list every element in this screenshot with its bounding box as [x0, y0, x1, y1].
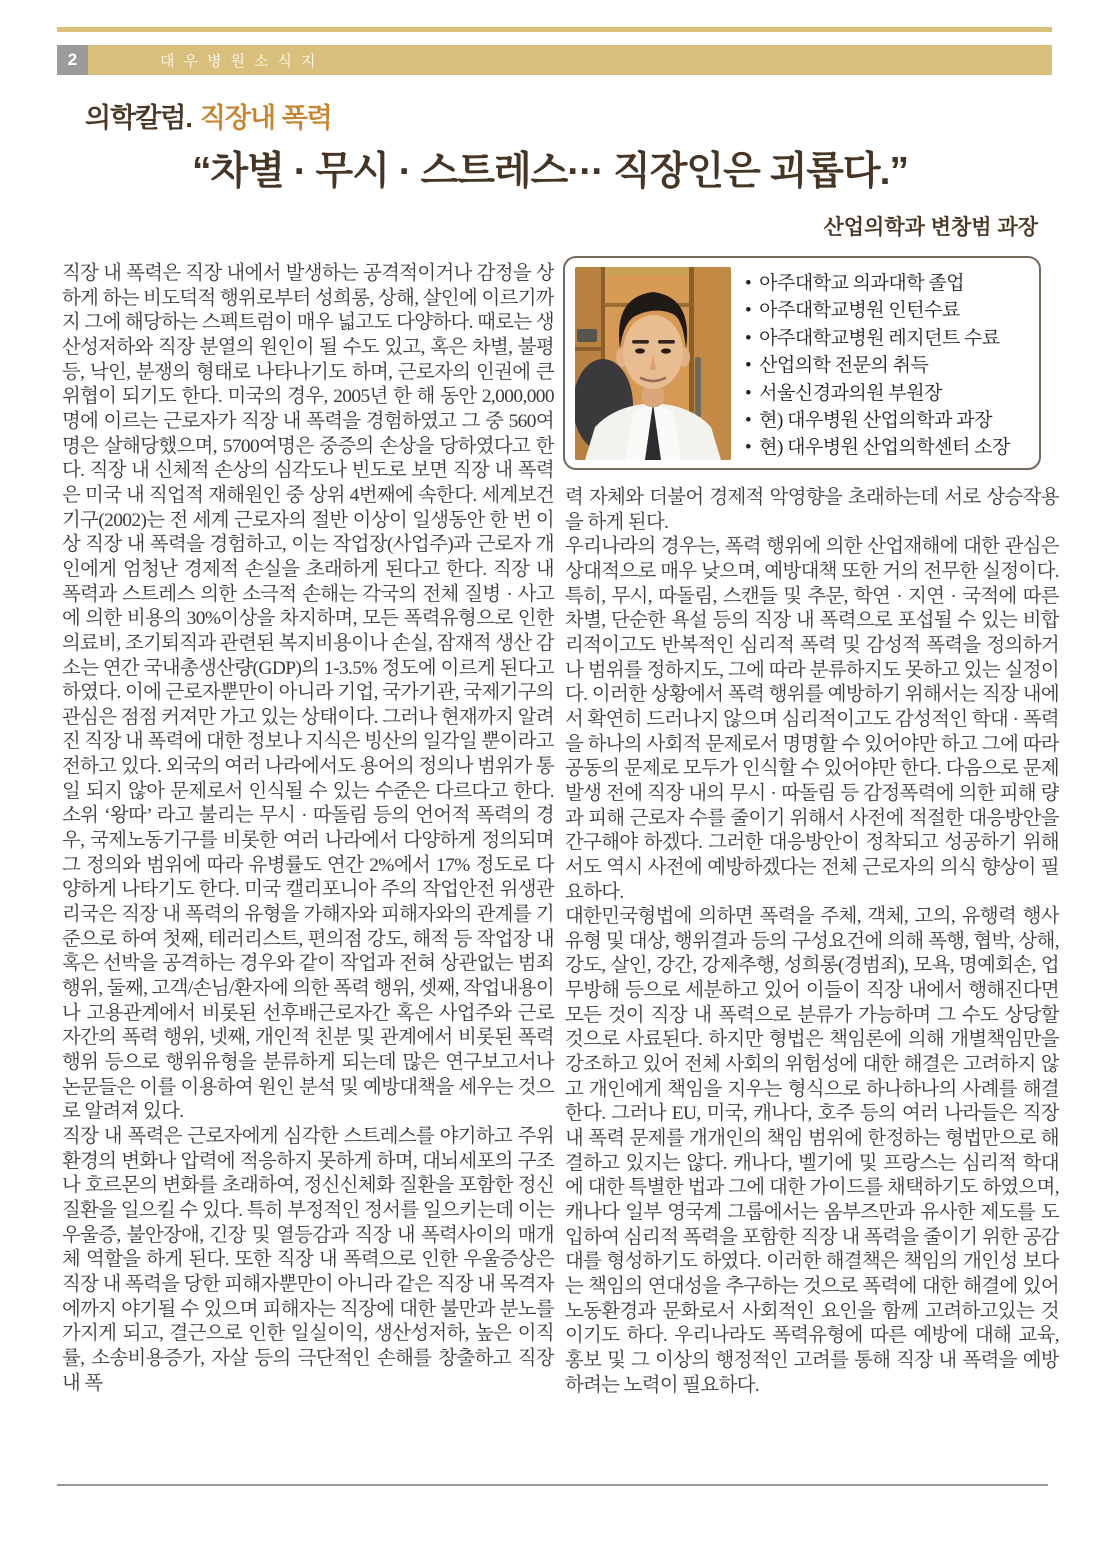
- credential-item: [745, 434, 1033, 461]
- bullet-icon: •: [745, 437, 752, 459]
- section-category: 의학칼럼.: [85, 103, 192, 133]
- body-paragraph: 직장 내 폭력은 근로자에게 심각한 스트레스를 야기하고 주위환경의 변화나 압력에 적응하지 못하게 하며, 대뇌세포의 구조나 호르몬의 변화를 초래하여, 정신신체화 질환을 포함한 정신질환을 일으킬 수 있다. 특히 부정적인 정서를 일으키는데 이는 우울증, 불안장애, 긴장 및 열등감과 직장 내 폭력사이의 매개체 역할을 하게 된다. 또한 직장 내 폭력으로 인한 우울증상은 직장 내 폭력을 당한 피해자뿐만이 아니라 같은 직장 내 목격자에까지 야기될 수 있으며 피해자는 직장에 대한 불만과 분노를 가지게 되고, 결근으로 인한 일실이익, 생산성저하, 높은 이직률, 소송비용증가, 자살 등의 극단적인 손해를 창출하고 직장 내 폭: [62, 1125, 554, 1394]
- credential-item: [745, 325, 1033, 352]
- credential-text: 현) 대우병원 산업의학센터 소장: [759, 437, 1010, 459]
- page-number: 2: [57, 45, 88, 75]
- author-photo: [575, 267, 731, 460]
- credential-text: 아주대학교 의과대학 졸업: [759, 273, 965, 294]
- credential-text: 아주대학교병원 인턴수료: [759, 300, 960, 322]
- credential-text: 현) 대우병원 산업의학과 과장: [759, 410, 992, 432]
- author-portrait-illustration: [575, 267, 731, 460]
- bullet-icon: •: [745, 300, 752, 322]
- credential-text: 아주대학교병원 레지던트 수료: [759, 327, 1000, 349]
- credential-text: 산업의학 전문의 취득: [759, 355, 929, 377]
- footer-divider: [57, 1484, 1048, 1486]
- credential-list: [745, 270, 1033, 462]
- masthead-title: 대우병원소식지: [88, 45, 1052, 75]
- body-paragraph: 력 자체와 더불어 경제적 악영향을 초래하는데 서로 상승작용을 하게 된다.: [565, 487, 1059, 533]
- credential-item: [745, 297, 1033, 324]
- top-accent-strip: [57, 27, 1052, 32]
- section-topic: 직장내 폭력: [199, 103, 332, 133]
- bullet-icon: •: [745, 355, 752, 377]
- article-byline: 산업의학과 변창범 과장: [823, 216, 1038, 239]
- right-column: [565, 486, 1059, 1480]
- credential-item: [745, 270, 1033, 297]
- credential-item: [745, 380, 1033, 407]
- credential-item: [745, 407, 1033, 434]
- article-headline: “차별 · 무시 · 스트레스··· 직장인은 괴롭다.”: [192, 150, 908, 193]
- body-paragraph: 우리나라의 경우는, 폭력 행위에 의한 산업재해에 대한 관심은 상대적으로 매우 낮으며, 예방대책 또한 거의 전무한 실정이다. 특히, 무시, 따돌림, 스캔들 및 추문, 학연 · 지연 · 국적에 따른 차별, 단순한 욕설 등의 직장 내 폭력으로 포섭될 수 있는 비합리적이고도 반복적인 심리적 폭력 및 감성적 폭력을 정의하거나 범위를 정하지도, 그에 따라 분류하지도 못하고 있는 실정이다. 이러한 상황에서 폭력 행위를 예방하기 위해서는 직장 내에서 확연히 드러나지 않으며 심리적이고도 감성적인 학대 · 폭력을 하나의 사회적 문제로서 명명할 수 있어야만 하고 그에 따라 공동의 문제로 모두가 인식할 수 있어야만 한다. 다음으로 문제 발생 전에 직장 내의 무시 · 따돌림 등 감정폭력에 의한 피해 량과 피해 근로자 수를 줄이기 위해서 사전에 적절한 대응방안을 간구해야 하겠다. 그러한 대응방안이 정착되고 성공하기 위해서도 역시 사전에 예방하겠다는 전체 근로자의 의식 향상이 필요하다.: [565, 536, 1059, 903]
- bullet-icon: •: [745, 273, 752, 294]
- body-paragraph: 직장 내 폭력은 직장 내에서 발생하는 공격적이거나 감정을 상하게 하는 비도덕적 행위로부터 성희롱, 상해, 살인에 이르기까지 그에 해당하는 스펙트럼이 매우 넓고도 다양하다. 때로는 생산성저하와 직장 분열의 원인이 될 수도 있고, 혹은 차별, 불평등, 낙인, 분쟁의 형태로 나타나기도 하며, 근로자의 인권에 큰 위협이 되기도 한다. 미국의 경우, 2005년 한 해 동안 2,000,000명에 이르는 근로자가 직장 내 폭력을 경험하였고 그 중 560여명은 살해당했으며, 5700여명은 중증의 손상을 당하였다고 한다. 직장 내 신체적 손상의 심각도나 빈도로 보면 직장 내 폭력은 미국 내 직업적 재해원인 중 상위 4번째에 속한다. 세계보건기구(2002)는 전 세계 근로자의 절반 이상이 일생동안 한 번 이상 직장 내 폭력을 경험하고, 이는 작업장(사업주)과 근로자 개인에게 엄청난 경제적 손실을 초래하게 된다고 한다. 직장 내 폭력과 스트레스 의한 소극적 손해는 각국의 전체 질병 · 사고에 의한 비용의 30%이상을 차지하며, 모든 폭력유형으로 인한 의료비, 조기퇴직과 관련된 복지비용이나 손실, 잠재적 생산 감소는 연간 국내총생산량(GDP)의 1-3.5% 정도에 이르게 된다고 하였다. 이에 근로자뿐만이 아니라 기업, 국가기관, 국제기구의 관심은 점점 커져만 가고 있는 상태이다. 그러나 현재까지 알려진 직장 내 폭력에 대한 정보나 지식은 빙산의 일각일 뿐이라고 전하고 있다. 외국의 여러 나라에서도 용어의 정의나 범위가 통일 되지 않아 문제로서 인식될 수 있는 수준은 다르다고 한다. 소위 ‘왕따’ 라고 불리는 무시 · 따돌림 등의 언어적 폭력의 경우, 국제노동기구를 비롯한 여러 나라에서 다양하게 정의되며 그 정의와 범위에 따라 유병률도 연간 2%에서 17% 정도로 다양하게 나타기도 한다. 미국 캘리포니아 주의 작업안전 위생관리국은 직장 내 폭력의 유형을 가해자와 피해자와의 관계를 기준으로 하여 첫째, 테러리스트, 편의점 강도, 해적 등 작업장 내 혹은 선박을 공격하는 경우와 같이 작업과 전혀 상관없는 범죄행위, 둘째, 고객/손님/환자에 의한 폭력 행위, 셋째, 작업내용이나 고용관계에서 비롯된 선후배근로자간 혹은 사업주와 근로자간의 폭력 행위, 넷째, 개인적 친분 및 관계에서 비롯된 폭력 행위 등으로 행위유형을 분류하게 되는데 많은 연구보고서나 논문들은 이를 이용하여 원인 분석 및 예방대책을 세우는 것으로 알려져 있다.: [62, 263, 554, 1123]
- bullet-icon: •: [745, 410, 752, 432]
- body-paragraph: 대한민국형법에 의하면 폭력을 주체, 객체, 고의, 유행력 행사유형 및 대상, 행위결과 등의 구성요건에 의해 폭행, 협박, 상해, 강도, 살인, 강간, 강제추행, 성희롱(경범죄), 모욕, 명예회손, 업무방해 등으로 세분하고 있어 이들이 직장 내에서 행해진다면 모든 것이 직장 내 폭력으로 분류가 가능하며 그 수도 상당할 것으로 사료된다. 하지만 형법은 책임론에 의해 개별책임만을 강조하고 있어 전체 사회의 위험성에 대한 해결은 고려하지 않고 개인에게 책임을 지우는 형식으로 하나하나의 사례를 해결한다. 그러나 EU, 미국, 캐나다, 호주 등의 여러 나라들은 직장 내 폭력 문제를 개개인의 책임 범위에 한정하는 형법만으로 해결하고 있지는 않다. 캐나다, 벨기에 및 프랑스는 심리적 학대에 대한 특별한 법과 그에 대한 가이드를 채택하기도 하였으며, 캐나다 일부 영국계 그룹에서는 옴부즈만과 유사한 제도를 도입하여 심리적 폭력을 포함한 직장 내 폭력을 줄이기 위한 공감대를 형성하기도 하였다. 이러한 해결책은 책임의 개인성 보다는 책임의 연대성을 추구하는 것으로 폭력에 대한 해결에 있어 노동환경과 문화로서 사회적인 요인을 함께 고려하고있는 것이기도 하다. 우리나라도 폭력유형에 따른 예방에 대해 교육, 홍보 및 그 이상의 행정적인 고려를 통해 직장 내 폭력을 예방하려는 노력이 필요하다.: [565, 906, 1059, 1396]
- section-label: [85, 96, 332, 135]
- author-profile-box: [563, 256, 1041, 470]
- bullet-icon: •: [745, 382, 752, 404]
- page-header: [57, 45, 1052, 75]
- credential-text: 서울신경과의원 부원장: [759, 382, 942, 404]
- credential-item: [745, 352, 1033, 379]
- left-column: [62, 262, 554, 1480]
- bullet-icon: •: [745, 327, 752, 349]
